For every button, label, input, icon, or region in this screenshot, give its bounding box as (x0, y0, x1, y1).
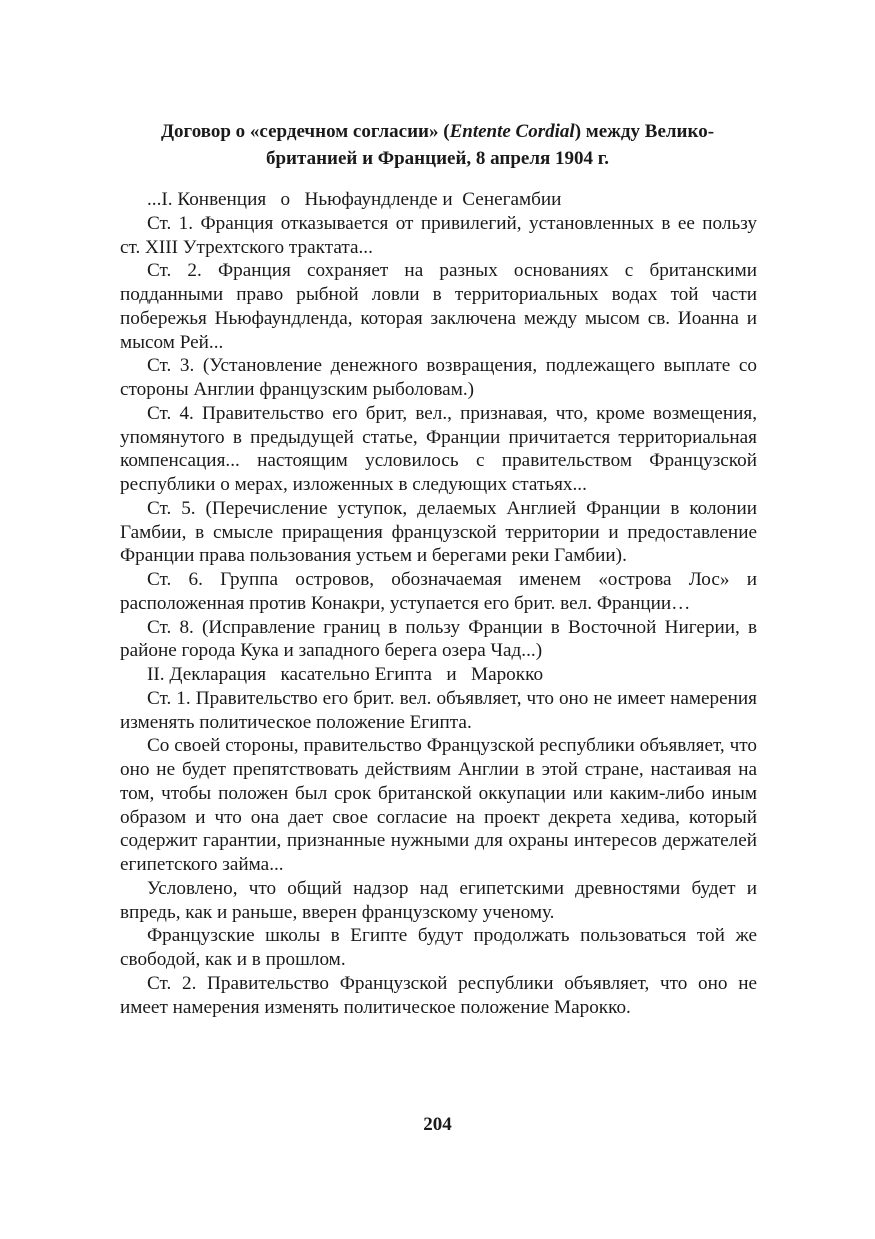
title-text-post: ) между Велико- (574, 121, 715, 142)
title-text-pre: Договор о «сердечном согласии» ( (160, 121, 450, 142)
document-body (120, 188, 757, 1019)
title-line-1 (120, 118, 755, 145)
article-4-paragraph: Ст. 4. Правительство его брит, вел., признавая, что, кроме возмещения, упомянутого в предыдущей статье, Франции причитается территориальная компенсация... настоящим условилось с правительством Французской республики о мерах, изложенных в следующих статьях... (120, 402, 757, 495)
declaration-article-2-paragraph: Ст. 2. Правительство Французской республики объявляет, что оно не имеет намерения изменять политическое положение Марокко. (120, 972, 757, 1018)
article-3-paragraph: Ст. 3. (Установление денежного возвращения, подлежащего выплате со стороны Англии французским рыболовам.) (120, 355, 757, 400)
section-heading-convention: ...I. Конвенция о Ньюфаундленде и Сенегамбии (147, 189, 562, 210)
declaration-article-1-paragraph: Ст. 1. Правительство его брит. вел. объявляет, что оно не имеет намерения изменять политическое положение Египта. (120, 687, 757, 733)
title-italic-term: Entente Cordial (449, 121, 575, 142)
page-number: 204 (423, 1114, 452, 1135)
article-6-paragraph: Ст. 6. Группа островов, обозначаемая именем «острова Лос» и расположенная против Конакри, уступается его брит. вел. Франции… (120, 569, 757, 614)
french-government-paragraph: Со своей стороны, правительство Французской республики объявляет, что оно не будет препятствовать действиям Англии в этой стране, настаивая на том, чтобы положен был срок британской оккупации или каким-либо иным образом и что она дает свое согласие на проект декрета хедива, который содержит гарантии, признанные нужными для охраны интересов держателей египетского займа... (120, 735, 757, 875)
french-schools-paragraph: Французские школы в Египте будут продолжать пользоваться той же свободой, как и в прошлом. (120, 925, 757, 970)
document-title (120, 118, 755, 172)
article-8-paragraph: Ст. 8. (Исправление границ в пользу Франции в Восточной Нигерии, в районе города Кука и западного берега озера Чад...) (120, 616, 757, 662)
antiquities-paragraph: Условлено, что общий надзор над египетскими древностями будет и впредь, как и раньше, вверен французскому ученому. (120, 877, 757, 923)
article-1-paragraph: Ст. 1. Франция отказывается от привилегий, установленных в ее пользу ст. XIII Утрехтского трактата... (120, 212, 757, 258)
title-line-2: британией и Францией, 8 апреля 1904 г. (265, 148, 610, 169)
section-heading-declaration: II. Декларация касательно Египта и Марокко (147, 664, 544, 685)
article-5-paragraph: Ст. 5. (Перечисление уступок, делаемых Англией Франции в колонии Гамбии, в смысле приращения французской территории и предоставление Франции права пользования устьем и берегами реки Гамбии). (120, 497, 757, 567)
article-2-paragraph: Ст. 2. Франция сохраняет на разных основаниях с британскими подданными право рыбной ловли в территориальных водах той части побережья Ньюфаундленда, которая заключена между мысом св. Иоанна и мысом Рей... (120, 260, 757, 353)
